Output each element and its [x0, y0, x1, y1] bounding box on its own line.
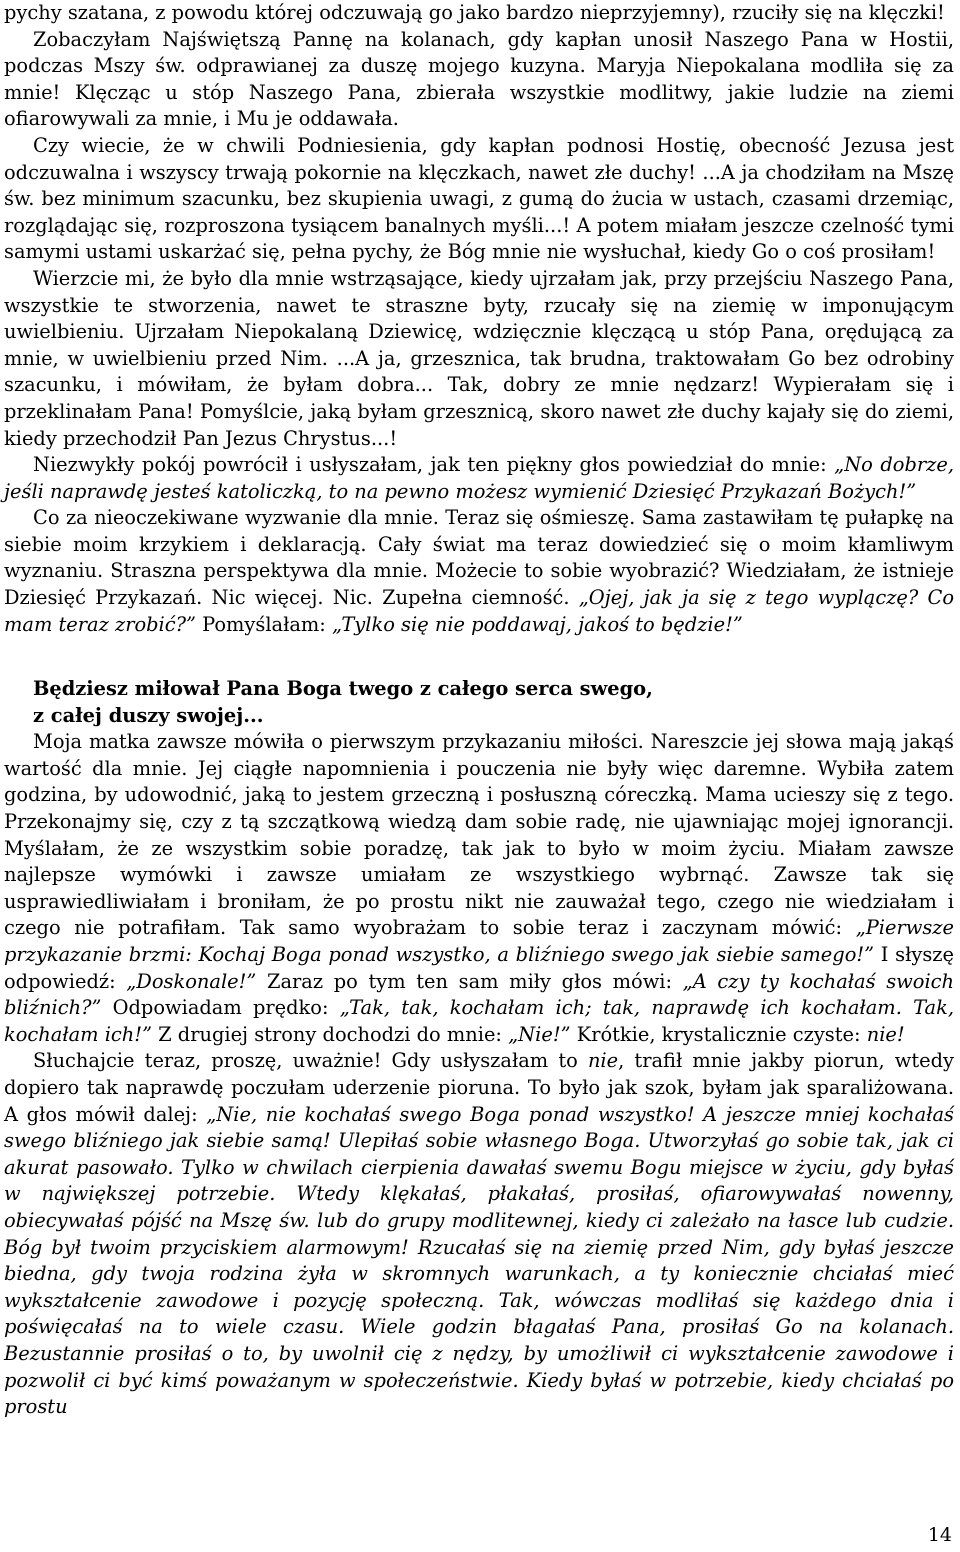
text-run: Pomyślałam:	[195, 612, 333, 636]
paragraph	[4, 729, 954, 1048]
text-run: Wierzcie mi, że było dla mnie wstrząsające, kiedy ujrzałam jak, przy przejściu Naszego Pana, wszystkie te stworzenia, nawet te straszne byty, rzucały się na ziemię w imponującym uwielbieniu. Ujrzałam Niepokalaną Dziewicę, wdzięcznie klęczącą u stóp Pana, orędującą za mnie, w uwielbieniu przed Nim. ...A ja, grzesznica, tak brudna, traktowałam Go bez odrobiny szacunku, i mówiłam, że byłam dobra... Tak, dobry ze mnie nędzarz! Wypierałam się i przeklinałam Pana! Pomyślcie, jaką byłam grzesznicą, skoro nawet złe duchy kajały się do ziemi, kiedy przechodził Pan Jezus Chrystus...!	[4, 266, 954, 450]
text-run: Zaraz po tym ten sam miły głos mówi:	[256, 969, 683, 993]
paragraph	[4, 505, 954, 638]
text-run: , trafił mnie jakby piorun, wtedy dopiero tak naprawdę poczułam uderzenie pioruna. To było jak szok, byłam jak sparaliżowana. A głos mówił dalej:	[4, 1049, 954, 1126]
heading-line-1: Będziesz miłował Pana Boga twego z całego serca swego,	[33, 677, 653, 701]
text-run: Odpowiadam prędko:	[101, 996, 340, 1020]
paragraph	[4, 266, 954, 452]
text-run: Słuchajcie teraz, proszę, uważnie! Gdy usłyszałam to	[33, 1049, 588, 1073]
italic-text: „Nie, nie kochałaś swego Boga ponad wszystko! A jeszcze mniej kochałaś swego bliźniego jak siebie samą! Ulepiłaś sobie własnego Boga. Utworzyłaś go sobie tak, jak ci akurat pasowało. Tylko w chwilach cierpienia dawałaś swemu Bogu miejsce w życiu, gdy byłaś w największej potrzebie. Wtedy klękałaś, płakałaś, prosiłaś, ofiarowywałaś nowenny, obiecywałaś pójść na Mszę św. lub do grupy modlitewnej, kiedy ci zależało na łasce lub cudzie. Bóg był twoim przyciskiem alarmowym! Rzucałaś się na ziemię przed Nim, gdy byłaś jeszcze biedna, gdy twoja rodzina żyła w skromnych warunkach, a ty koniecznie chciałaś mieć wykształcenie zawodowe i pozycję społeczną. Tak, wówczas modliłaś się każdego dnia i poświęcałaś na to wiele czasu. Wiele godzin błagałaś Pana, prosiłaś Go na kolanach. Bezustannie prosiłaś o to, by uwolnił cię z nędzy, by umożliwił ci wykształcenie zawodowe i pozwolił ci być kimś poważanym w społeczeństwie. Kiedy byłaś w potrzebie, kiedy chciałaś po prostu	[4, 1102, 954, 1419]
text-run: Niezwykły pokój powrócił i usłyszałam, jak ten piękny głos powiedział do mnie:	[33, 453, 835, 477]
paragraph	[4, 452, 954, 505]
heading-line-2: z całej duszy swojej...	[33, 704, 264, 728]
text-run: I słyszę odpowiedź:	[4, 943, 954, 993]
paragraph	[4, 133, 954, 266]
italic-text: nie!	[866, 1022, 905, 1046]
body-text-bottom	[4, 729, 954, 1420]
text-run: pychy szatana, z powodu której odczuwają go jako bardzo nieprzyjemny), rzuciły się na klęczki!	[4, 1, 945, 24]
italic-text: „Nie!”	[508, 1022, 571, 1046]
text-run: Czy wiecie, że w chwili Podniesienia, gdy kapłan podnosi Hostię, obecność Jezusa jest odczuwalna i wszyscy trwają pokornie na klęczkach, nawet złe duchy! ...A ja chodziłam na Mszę św. bez minimum szacunku, bez skupienia uwagi, z gumą do żucia w ustach, czasami drzemiąc, rozglądając się, rozproszona tysiącem banalnych myśli...! A potem miałam jeszcze czelność tymi samymi ustami uskarżać się, pełna pychy, że Bóg mnie nie wysłuchał, kiedy Go o coś prosiłam!	[4, 133, 954, 264]
section-gap	[4, 638, 954, 675]
italic-text: nie	[587, 1049, 619, 1073]
body-text-top	[4, 0, 954, 638]
text-run: Co za nieoczekiwane wyzwanie dla mnie. Teraz się ośmieszę. Sama zastawiłam tę pułapkę na siebie moim krzykiem i deklaracją. Cały świat ma teraz dowiedzieć się o moim kłamliwym wyznaniu. Straszna perspektywa dla mnie. Możecie to sobie wyobrazić? Wiedziałam, że istnieje Dziesięć Przykazań. Nic więcej. Nic. Zupełna ciemność.	[4, 506, 954, 610]
italic-text: „Ojej, jak ja się z tego wyplączę? Co mam teraz zrobić?”	[4, 586, 954, 636]
italic-text: „A czy ty kochałaś swoich bliźnich?”	[4, 969, 954, 1020]
paragraph	[4, 0, 954, 27]
text-run: Moja matka zawsze mówiła o pierwszym przykazaniu miłości. Nareszcie jej słowa mają jakąś wartość dla mnie. Jej ciągłe napomnienia i pouczenia nie były więc daremne. Wybiła zatem godzina, by udowodnić, jaką to jestem grzeczną i posłuszną córeczką. Mama ucieszy się z tego. Przekonajmy się, czy z tą szczątkową wiedzą dam sobie radę, nie ujawniając mojej ignorancji. Myślałam, że ze wszystkim sobie poradzę, tak jak to było w moim życiu. Miałam zawsze najlepsze wymówki i zawsze umiałam ze wszystkiego wybrnąć. Zawsze tak się usprawiedliwiałam i broniłam, że po prostu nikt nie zauważał tego, czego nie wiedziałam i czego nie potrafiłam. Tak samo wyobrażam to sobie teraz i zaczynam mówić:	[4, 730, 954, 940]
text-run: Krótkie, krystalicznie czyste:	[570, 1022, 867, 1046]
text-run: Z drugiej strony dochodzi do mnie:	[152, 1022, 509, 1046]
italic-text: „No dobrze, jeśli naprawdę jesteś katoliczką, to na pewno możesz wymienić Dziesięć Przykazań Bożych!”	[4, 453, 954, 503]
paragraph	[4, 1048, 954, 1420]
italic-text: „Tylko się nie poddawaj, jakoś to będzie!”	[332, 612, 743, 636]
italic-text: „Pierwsze przykazanie brzmi: Kochaj Boga ponad wszystko, a bliźniego swego jak siebie samego!”	[4, 916, 954, 966]
page-number: 14	[927, 1524, 952, 1546]
section-heading	[4, 675, 954, 729]
text-run: Zobaczyłam Najświętszą Pannę na kolanach, gdy kapłan unosił Naszego Pana w Hostii, podczas Mszy św. odprawianej za duszę mojego kuzyna. Maryja Niepokalana modliła się za mnie! Klęcząc u stóp Naszego Pana, zbierała wszystkie modlitwy, jakie ludzie na ziemi ofiarowywali za mnie, i Mu je oddawała.	[4, 27, 954, 131]
paragraph	[4, 27, 954, 133]
italic-text: „Tak, tak, kochałam ich; tak, naprawdę ich kochałam. Tak, kochałam ich!”	[4, 996, 954, 1046]
italic-text: „Doskonale!”	[126, 969, 257, 993]
